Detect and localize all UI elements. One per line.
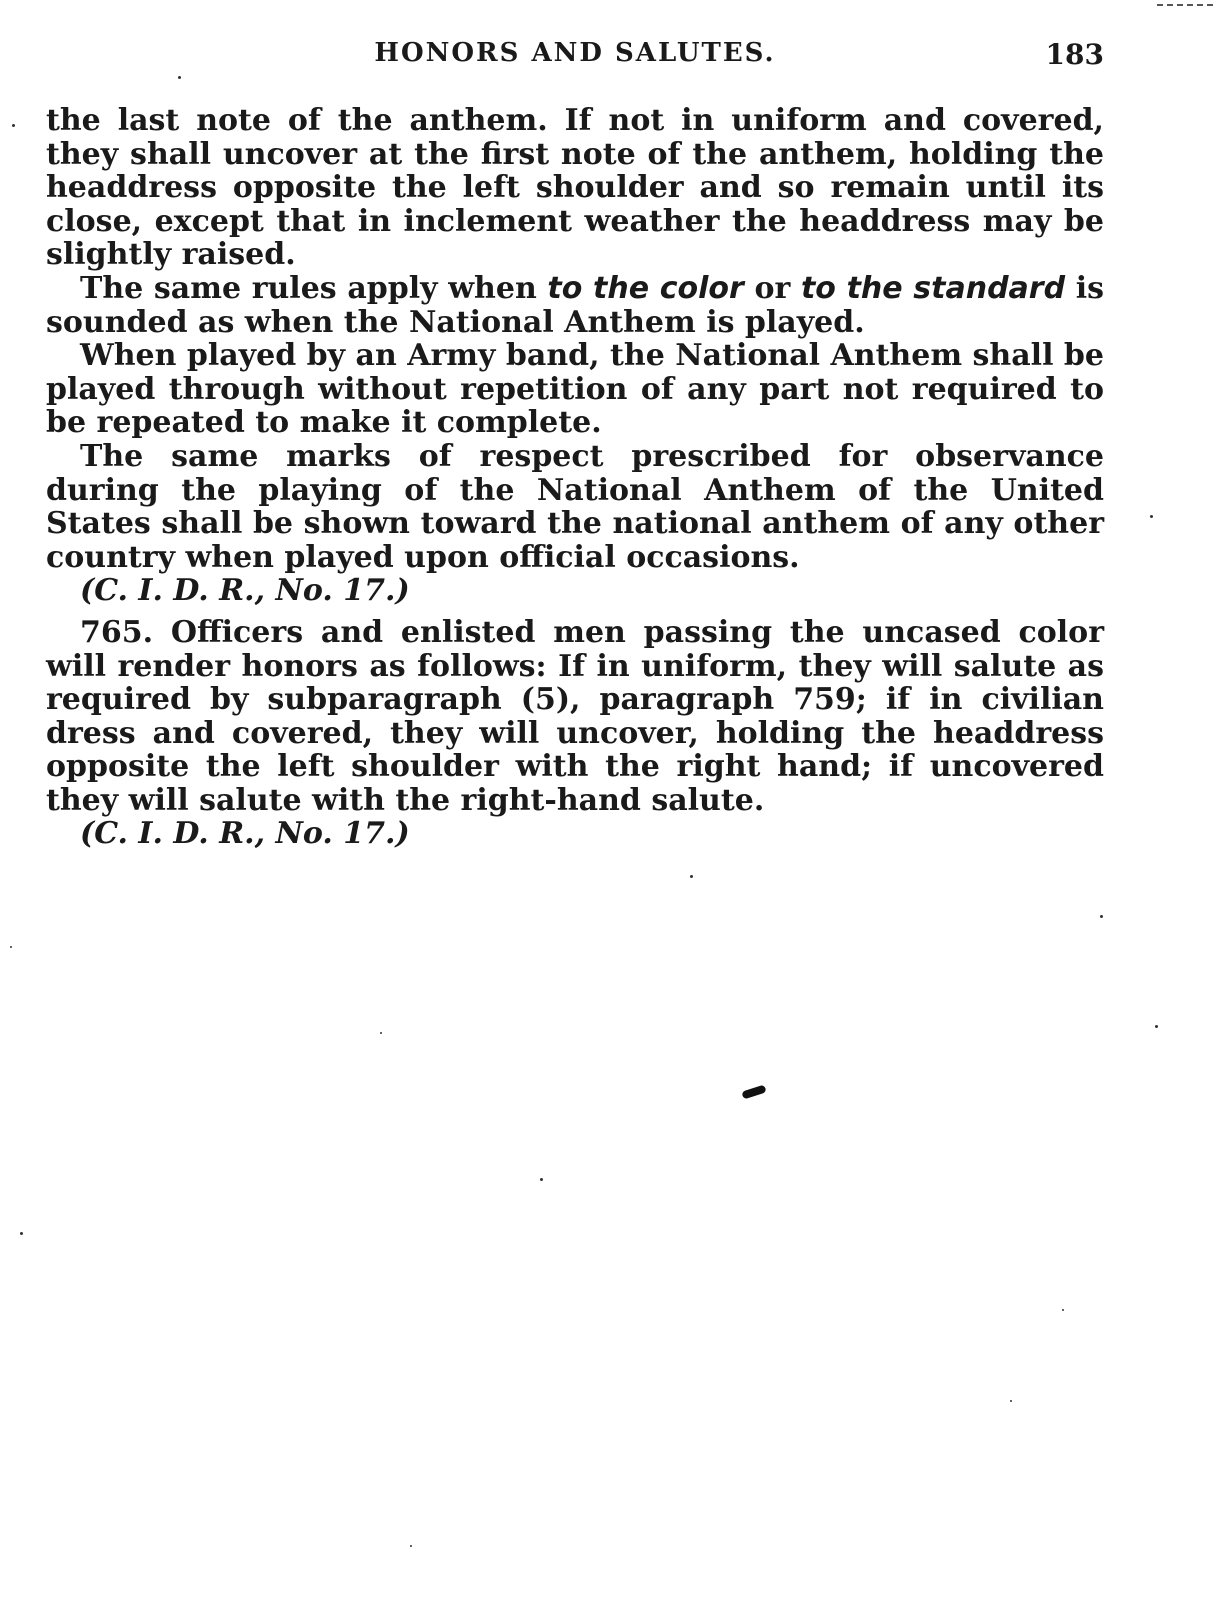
scan-speck [10,946,12,948]
scan-ink-mark [741,1084,766,1099]
body-text [46,104,1104,851]
paragraph-army-band: When played by an Army band, the National Anthem shall be played through without repetition of any part not required to be repeated to make it complete. [46,338,1104,441]
paragraph-other-anthems: The same marks of respect prescribed for observance during the playing of the National Anthem of the United States shall be shown toward the national anthem of any other country when played upon official occasions. [46,438,1104,575]
scan-speck [1010,1400,1012,1402]
paragraph-continued: the last note of the anthem. If not in uniform and covered, they shall uncover at the first note of the anthem, holding the headdress opposite the left shoulder and so remain until its close, except that in inclement weather the headdress may be slightly raised. [46,103,1104,273]
scan-speck [178,76,181,79]
text-segment: is sounded as when the National Anthem is played. [46,270,1105,340]
text-segment: or [743,270,801,306]
page-number: 183 [1045,38,1104,71]
text-segment: The same rules apply when [80,270,548,306]
scan-speck [1150,515,1153,518]
scan-speck [1062,1309,1064,1311]
scan-edge-mark [1157,4,1217,6]
running-head [46,38,1104,78]
bugle-call-to-the-color: to the color [547,270,744,306]
scan-speck [1155,1025,1158,1028]
citation: (C. I. D. R., No. 17.) [80,573,410,609]
paragraph-color-standard [46,272,1104,339]
paragraph-765-text: Officers and enlisted men passing the uncased color will render honors as follows: If in uniform, they will salute as required by subparagraph (5), paragraph 759; if in civilian dress and covered, they will uncover, holding the headdress opposite the left shoulder with the right hand; if uncovered they will salute with the right-hand salute. [46,614,1104,818]
scan-speck [690,875,693,878]
paragraph-765 [46,616,1104,818]
scan-speck [1100,915,1103,918]
citation: (C. I. D. R., No. 17.) [80,816,410,852]
scan-speck [540,1178,543,1181]
scan-speck [20,1232,23,1235]
scan-speck [410,1545,412,1547]
paragraph-number: 765. [80,614,154,650]
running-title: HONORS AND SALUTES. [374,38,776,68]
scan-speck [380,1032,382,1034]
bugle-call-to-the-standard: to the standard [800,270,1066,306]
scan-speck [12,124,15,127]
